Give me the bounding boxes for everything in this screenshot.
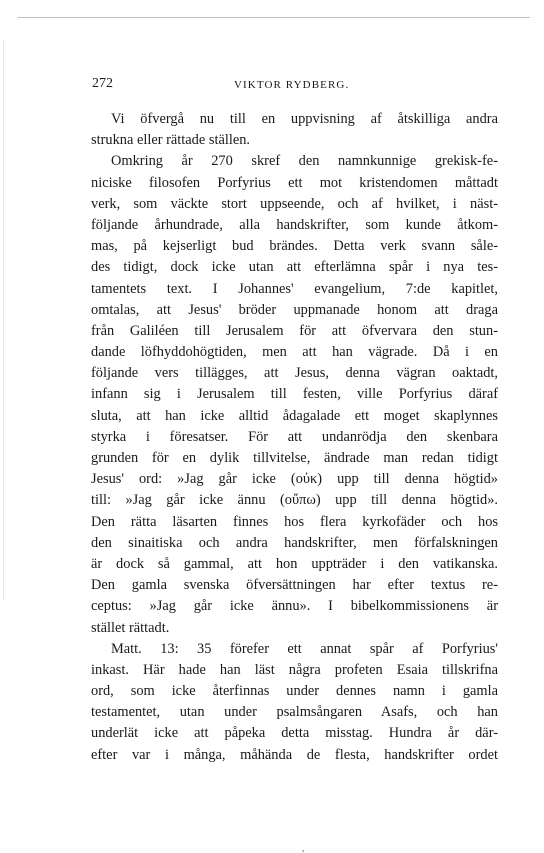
text-line: niciske filosofen Porfyrius ett mot kristendomen måttadt bbox=[91, 174, 498, 191]
text-line: den sinaitiska och andra handskrifter, men förfalskningen bbox=[91, 534, 498, 551]
text-line: följande vers tillägges, att Jesus, denna vägran oaktadt, bbox=[91, 365, 498, 382]
text-line: Den rätta läsarten finnes hos flera kyrkofäder och hos bbox=[91, 513, 498, 530]
running-head: VIKTOR RYDBERG. bbox=[234, 79, 350, 91]
text-line: inkast. Här hade han läst några profeten Esaia tillskrifna bbox=[91, 661, 498, 678]
text-line: sluta, att han icke alltid ådagalade ett moget skaplynnes bbox=[91, 407, 498, 424]
text-line: efter var i många, måhända de flesta, handskrifter ordet bbox=[91, 746, 498, 763]
text-line: Vi öfvergå nu till en uppvisning af åtskilliga andra bbox=[111, 111, 498, 127]
text-line: mas, på kejserligt bud brändes. Detta verk svann såle- bbox=[91, 238, 498, 255]
text-line: är dock så gammal, att hon uppträder i den vatikanska. bbox=[91, 555, 498, 572]
page-number: 272 bbox=[92, 76, 113, 91]
page-body-text bbox=[91, 109, 498, 766]
text-line: ord, som icke återfinnas under dennes namn i gamla bbox=[91, 683, 498, 700]
text-line: Omkring år 270 skref den namnkunnige grekisk-fe- bbox=[111, 153, 498, 170]
text-line: dande löfhyddohögtiden, men att han vägrade. Då i en bbox=[91, 344, 498, 361]
text-line: testamentet, utan under psalmsångaren Asafs, och han bbox=[91, 704, 498, 721]
footer-mark: , bbox=[302, 843, 305, 853]
page-top-rule bbox=[18, 17, 530, 18]
text-line: des tidigt, dock icke utan att efterlämna spår i nya tes- bbox=[91, 259, 498, 276]
text-line: till: »Jag går icke ännu (οὔπω) upp till denna högtid». bbox=[91, 492, 498, 509]
text-line: Den gamla svenska öfversättningen har efter textus re- bbox=[91, 577, 498, 594]
text-line: från Galiléen till Jerusalem för att öfvervara den stun- bbox=[91, 322, 498, 339]
text-line: infann sig i Jerusalem till festen, ville Porfyrius däraf bbox=[91, 386, 498, 403]
page-header bbox=[92, 76, 502, 96]
text-line: grunden för en dylik tillvitelse, ändrade man redan tidigt bbox=[91, 450, 498, 466]
text-line: strukna eller rättade ställen. bbox=[91, 132, 251, 149]
text-line: omtalas, att Jesus' bröder uppmanade honom att draga bbox=[91, 301, 498, 318]
text-line: ceptus: »Jag går icke ännu». I bibelkommissionens är bbox=[91, 598, 498, 615]
text-line: styrka i föresatser. För att undanrödja den skenbara bbox=[91, 428, 498, 445]
text-line: Matt. 13: 35 förefer ett annat spår af Porfyrius' bbox=[111, 640, 498, 657]
text-line: följande århundrade, alla handskrifter, som kunde åtkom- bbox=[91, 216, 498, 233]
text-line: tamentets text. I Johannes' evangelium, 7:de kapitlet, bbox=[91, 280, 498, 297]
page-left-edge bbox=[3, 40, 4, 600]
text-line: stället rättadt. bbox=[91, 619, 170, 636]
text-line: Jesus' ord: »Jag går icke (οὐκ) upp till denna högtid» bbox=[91, 471, 498, 488]
text-line: verk, som väckte stort uppseende, och af hvilket, i näst- bbox=[91, 195, 498, 212]
text-line: underlät icke att påpeka detta misstag. Hundra år där- bbox=[91, 725, 498, 742]
